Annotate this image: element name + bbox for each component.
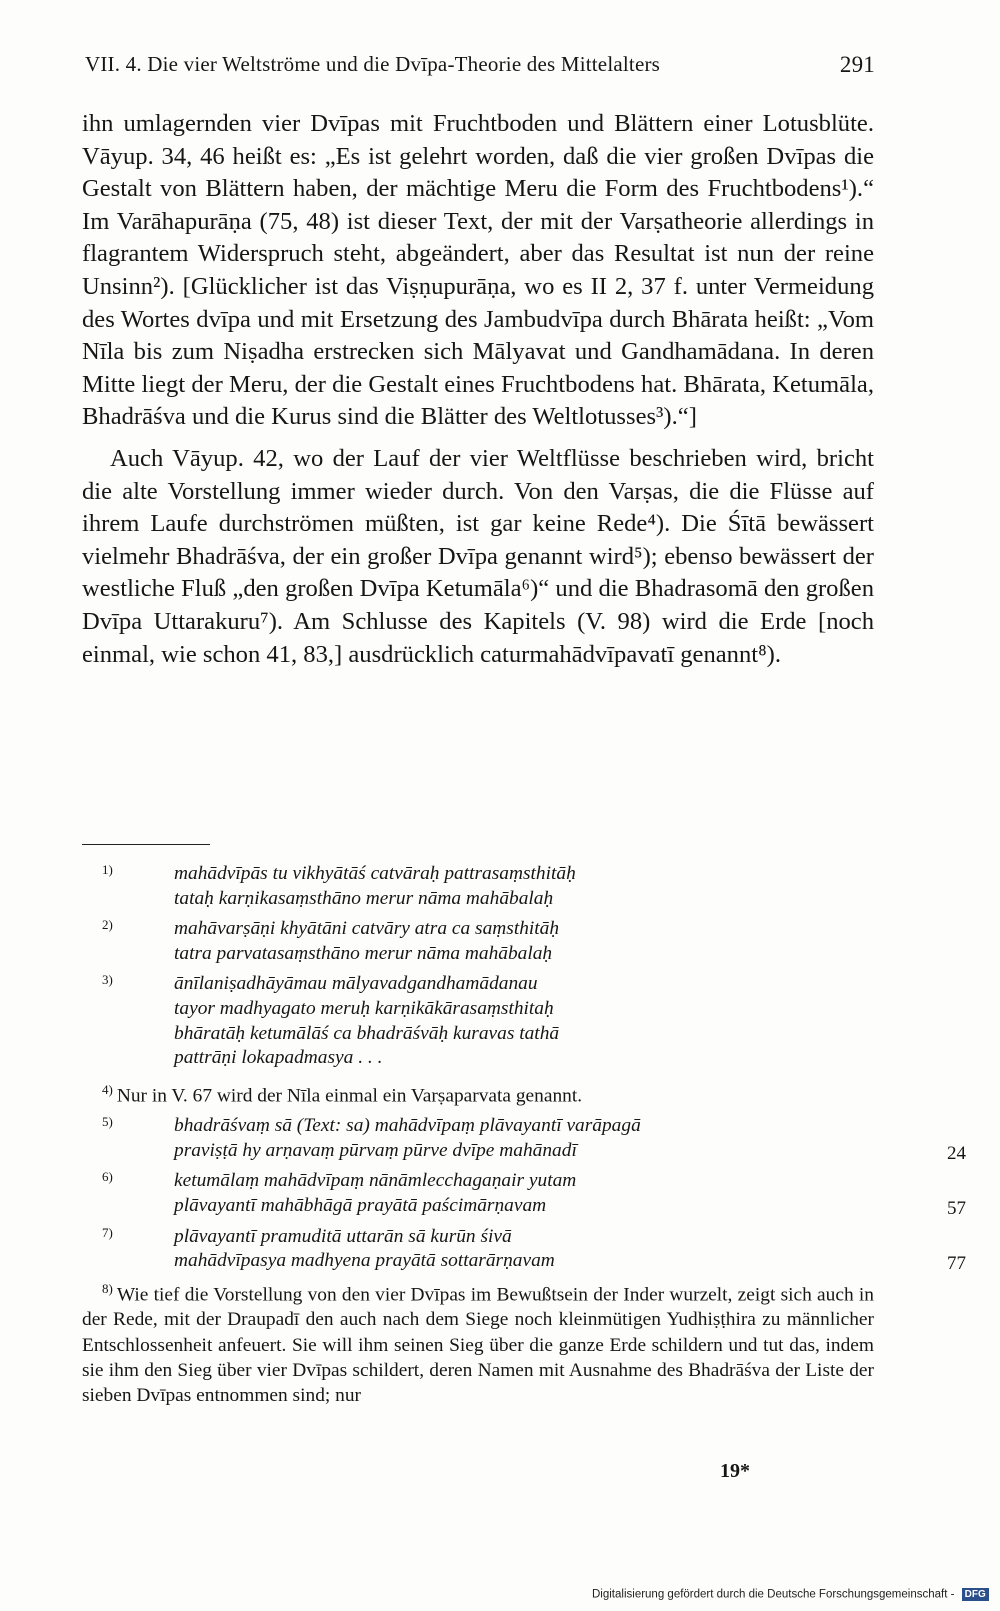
verse-number: 24 [947, 1142, 966, 1164]
footnote-1 [82, 862, 874, 911]
main-text [82, 108, 874, 671]
footnote-2 [82, 917, 874, 966]
footnote-mark: 3) [102, 972, 113, 988]
footnote-mark: 2) [102, 917, 113, 933]
verse-line: pattrāṇi lokapadmasya . . . [174, 1047, 383, 1069]
footnote-mark: 5) [102, 1114, 113, 1130]
footnote-8 [82, 1276, 874, 1408]
running-header [85, 52, 875, 77]
footnote-3 [82, 972, 874, 1070]
footnote-mark: 1) [102, 862, 113, 877]
footnote-text: Wie tief die Vorstellung von den vier Dvīpas im Bewußtsein der Inder wurzelt, zeigt sich auch in der Rede, mit der Draupadī den auch nach dem Siege noch kleinmütigen Yudhiṣṭhira zu männlicher Entschlossenheit anfeuert. Sie will ihm seinen Sieg über die ganze Erde schildern und tut das, indem sie ihm den Sieg über vier Dvīpas schildert, deren Namen mit Ausnahme des Bhadrāśva der Liste der sieben Dvīpas entnommen sind; nur [82, 1284, 874, 1407]
verse-line: ketumālaṃ mahādvīpaṃ nānāmlecchagaṇair yutam [174, 1170, 577, 1192]
running-title: VII. 4. Die vier Weltströme und die Dvīpa-Theorie des Mittelalters [85, 52, 661, 76]
verse-line: tataḥ karṇikasaṃsthāno merur nāma mahābalaḥ [174, 887, 554, 909]
verse-line: tayor madhyagato meruḥ karṇikākārasaṃsthitaḥ [174, 997, 554, 1019]
verse-line: mahādvīpās tu vikhyātāś catvāraḥ pattrasaṃsthitāḥ [174, 863, 576, 884]
verse-line: plāvayantī pramuditā uttarān sā kurūn śivā [174, 1225, 512, 1247]
verse-number: 77 [947, 1253, 966, 1275]
footnote-mark: 7) [102, 1224, 113, 1240]
footnote-mark: 8) [102, 1280, 113, 1296]
dfg-logo: DFG [962, 1588, 989, 1601]
footnotes [82, 862, 966, 1408]
credit-text: Digitalisierung gefördert durch die Deutsche Forschungsgemeinschaft - [592, 1588, 955, 1601]
footnote-4 [102, 1077, 874, 1108]
paragraph-1: ihn umlagernden vier Dvīpas mit Fruchtboden und Blättern einer Lotusblüte. Vāyup. 34, 46 heißt es: „Es ist gelehrt worden, daß die vier großen Dvīpas die Gestalt von Blättern haben, der mächtige Meru die Form des Fruchtbodens¹).“ Im Varāhapurāṇa (75, 48) ist dieser Text, der mit der Varṣatheorie allerdings in flagrantem Widerspruch steht, abgeändert, aber das Resultat ist nun der reine Unsinn²). [Glücklicher ist das Viṣṇupurāṇa, wo es II 2, 37 f. unter Vermeidung des Wortes dvīpa und mit Ersetzung des Jambudvīpa durch Bhārata heißt: „Vom Nīla bis zum Niṣadha erstrecken sich Mālyavat und Gandhamādana. In deren Mitte liegt der Meru, der die Gestalt eines Fruchtbodens hat. Bhārata, Ketumāla, Bhadrāśva und die Kurus sind die Blätter des Weltlotusses³).“] [82, 110, 874, 431]
page-number: 291 [839, 52, 875, 77]
verse-line: mahāvarṣāṇi khyātāni catvāry atra ca saṃsthitāḥ [174, 918, 560, 940]
verse-line: ānīlaniṣadhāyāmau mālyavadgandhamādanau [174, 973, 538, 995]
verse-line: bhāratāḥ ketumālāś ca bhadrāśvāḥ kuravas tathā [174, 1022, 560, 1044]
footnote-7 [82, 1224, 966, 1275]
verse-line-text: praviṣṭā hy arṇavaṃ pūrvaṃ pūrve dvīpe mahānadī [174, 1139, 577, 1161]
verse-line [174, 1249, 966, 1275]
verse-line-text: mahādvīpasya madhyena prayātā sottarārṇavam [174, 1250, 555, 1272]
verse-line: bhadrāśvaṃ sā (Text: sa) mahādvīpaṃ plāvayantī varāpagā [174, 1115, 641, 1137]
digitization-credit [592, 1588, 989, 1601]
verse-line [174, 1139, 966, 1164]
verse-number: 57 [947, 1198, 966, 1219]
footnote-5 [82, 1114, 966, 1164]
paragraph-2: Auch Vāyup. 42, wo der Lauf der vier Weltflüsse beschrieben wird, bricht die alte Vorstellung immer wieder durch. Von den Varṣas, die die Flüsse auf ihrem Laufe durchströmen müßten, ist gar keine Rede⁴). Die Śītā bewässert vielmehr Bhadrāśva, der ein großer Dvīpa genannt wird⁵); ebenso bewässert der westliche Fluß „den großen Dvīpa Ketumāla⁶)“ und die Bhadrasomā den großen Dvīpa Uttarakuru⁷). Am Schlusse des Kapitels (V. 98) wird die Erde [noch einmal, wie schon 41, 83,] ausdrücklich caturmahādvīpavatī genannt⁸). [82, 444, 874, 668]
verse-line-text: plāvayantī mahābhāgā prayātā paścimārṇavam [174, 1195, 547, 1216]
footnote-mark: 4) [102, 1081, 113, 1097]
verse-line [174, 1194, 966, 1219]
signature-mark: 19* [720, 1460, 750, 1482]
footnote-mark: 6) [102, 1169, 113, 1185]
footnote-6 [82, 1169, 966, 1219]
footnote-text: Nur in V. 67 wird der Nīla einmal ein Varṣaparvata genannt. [116, 1085, 583, 1107]
footnote-rule [82, 844, 210, 845]
verse-line: tatra parvatasaṃsthāno merur nāma mahābalaḥ [174, 942, 553, 964]
